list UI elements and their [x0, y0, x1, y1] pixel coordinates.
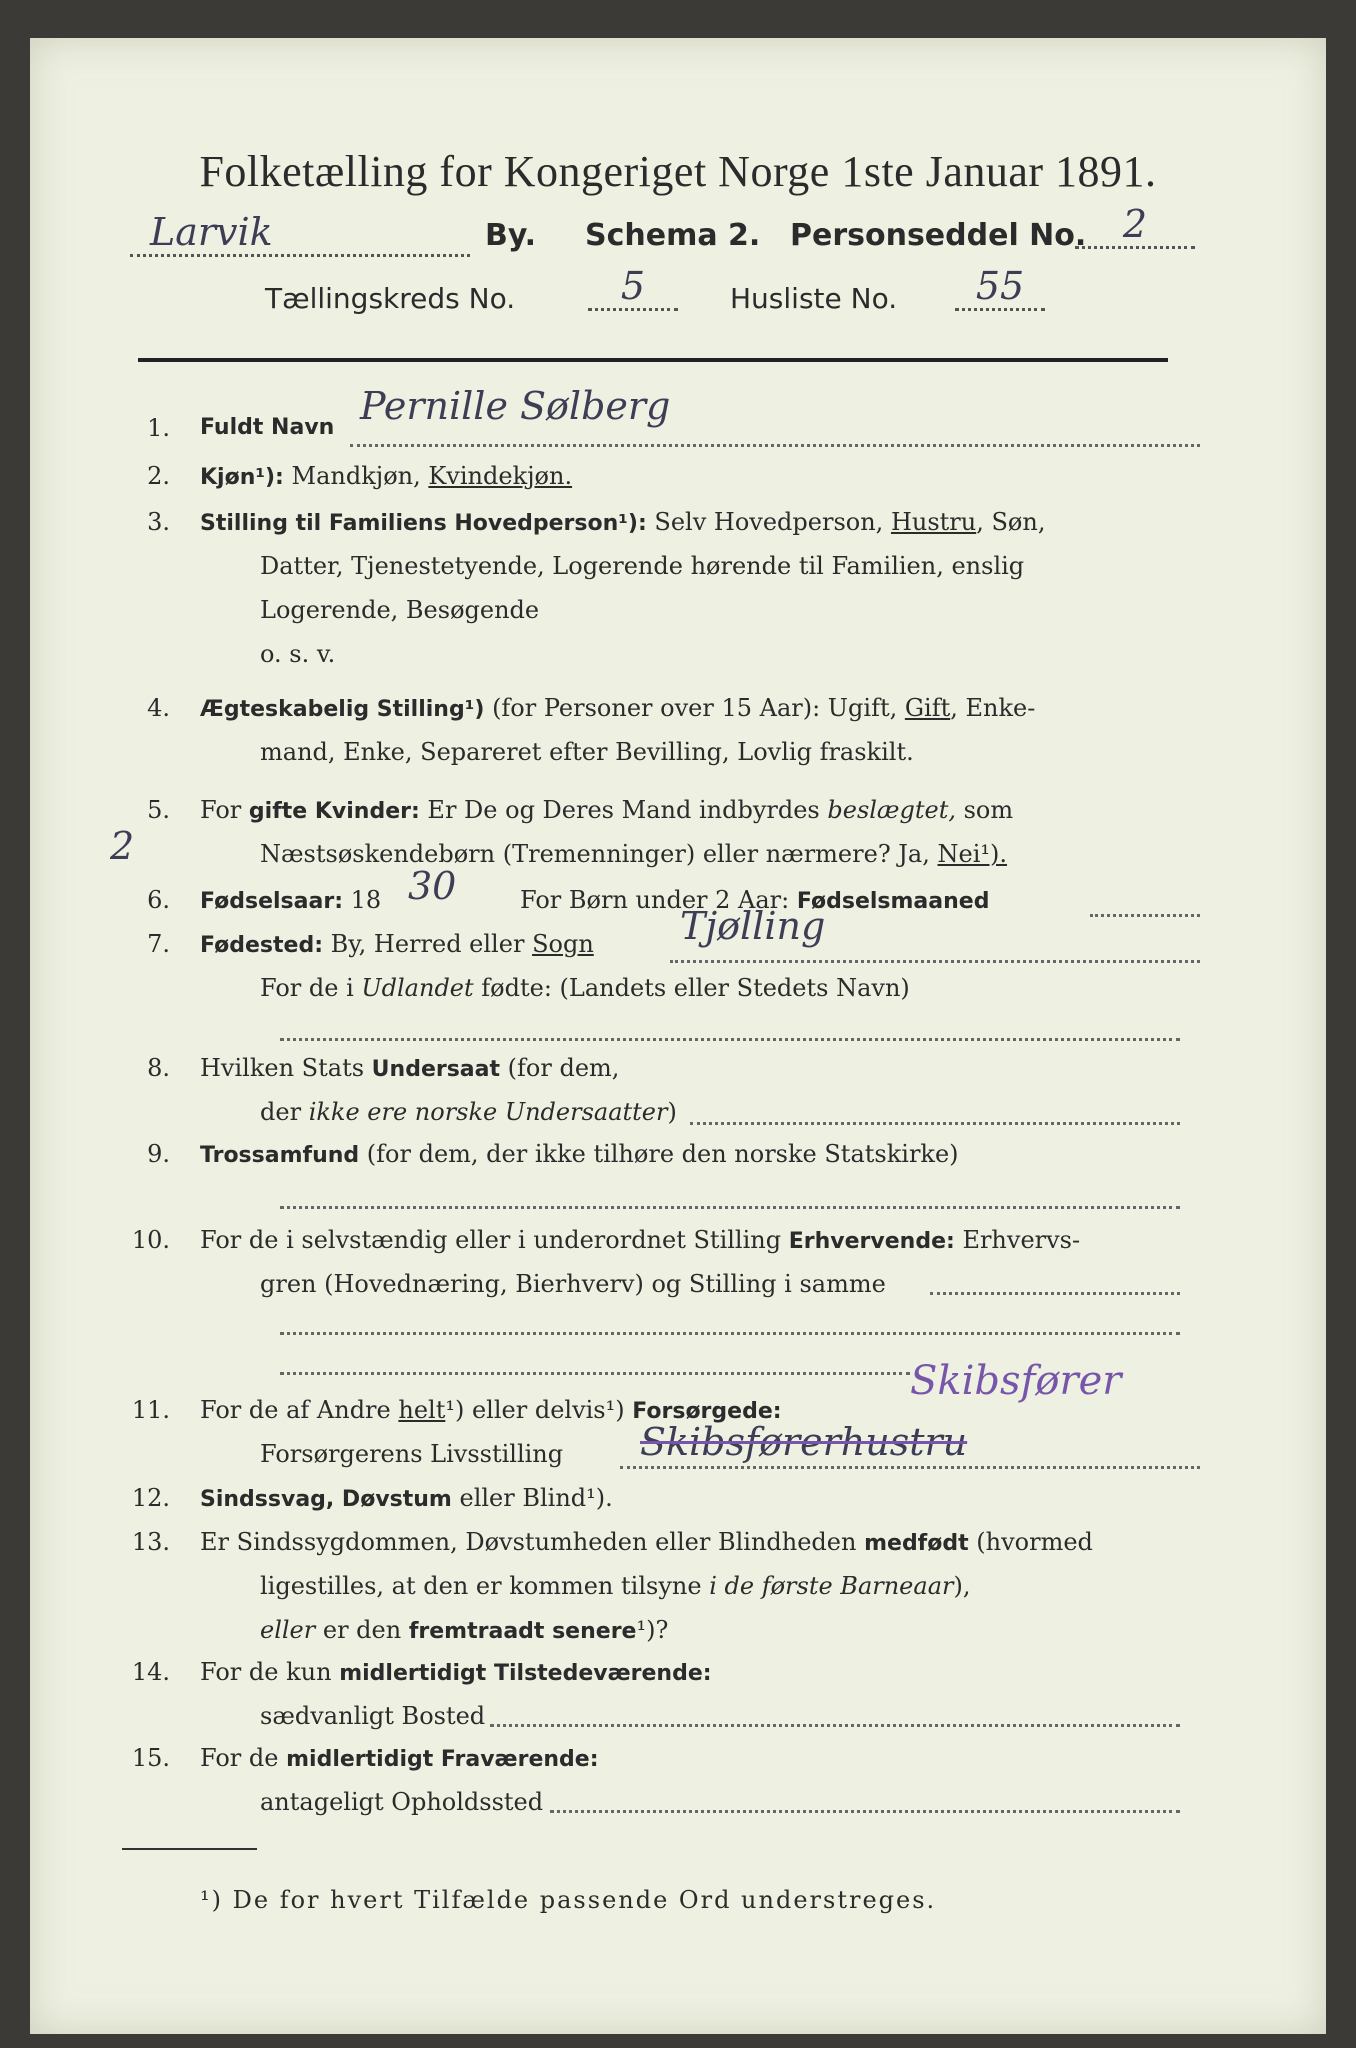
- footnote-rule: [122, 1848, 257, 1850]
- birth-month-line: [1090, 914, 1200, 917]
- form-title: Folketælling for Kongeriget Norge 1ste Januar 1891.: [199, 147, 1157, 196]
- occupation-line-1: [930, 1292, 1180, 1295]
- husliste-label: Husliste No.: [730, 282, 898, 315]
- name-line: [350, 444, 1200, 447]
- birthplace-line: [670, 960, 1200, 963]
- occupation-handwritten: Skibsfører: [910, 1358, 1122, 1404]
- religion-line: [280, 1206, 1180, 1209]
- husliste-number: 55: [955, 264, 1045, 311]
- header-rule: [138, 358, 1168, 362]
- personseddel-label: Personseddel No.: [790, 218, 1087, 253]
- occupation-line-2: [280, 1332, 1180, 1335]
- occupation-line-3: [280, 1372, 910, 1375]
- schema-label: Schema 2.: [585, 218, 761, 253]
- provider-handwritten: Skibsførerhustru: [640, 1420, 968, 1464]
- tellingskreds-number: 5: [588, 264, 678, 311]
- footnote: ¹) De for hvert Tilfælde passende Ord understreges.: [200, 1886, 937, 1914]
- personseddel-number: 2: [1075, 202, 1195, 249]
- provider-line: [620, 1466, 1200, 1469]
- tellingskreds-label: Tællingskreds No.: [265, 282, 516, 315]
- birthplace-handwritten: Tjølling: [680, 904, 826, 948]
- margin-mark-handwritten: 2: [110, 824, 135, 868]
- full-name-handwritten: Pernille Sølberg: [360, 384, 671, 428]
- abroad-line: [280, 1038, 1180, 1041]
- citizenship-line: [690, 1122, 1180, 1125]
- city-label: By.: [485, 218, 537, 253]
- city-name-handwritten: Larvik: [130, 210, 470, 257]
- whereabouts-line: [550, 1810, 1180, 1813]
- usual-residence-line: [490, 1724, 1180, 1727]
- census-form: Folketælling for Kongeriget Norge 1ste Januar 1891. Larvik By. Schema 2. Personseddel No. 2 Tællingskreds No. 5 Husliste No. 55 1. Fuldt Navn Pernille Sølberg 2. Kjøn¹): Mandkjøn, Kvindekjøn. 3. Stilling til Familiens Hovedperson¹): Selv Hovedperson, Hustru, Søn, Datter, Tjenestetyende, Logerende hørende til Familien, enslig Logerende, Besøgende o. s. v. 4. Ægteskabelig Stilling¹) (for Personer over 15 Aar): Ugift, Gift, Enke- mand, Enke, Separeret efter Bevilling, Lovlig fraskilt. 5. For gifte Kvinder: Er De og Deres Mand indbyrdes beslægtet, som Næstsøskendebørn (Tremenninger) eller nærmere? Ja, Nei¹). 2 6. Fødselsaar: 18 30 For Børn under 2 Aar: Fødselsmaaned 7. Fødested: By, Herred eller Sogn Tjølling For de i Udlandet fødte: (Landets eller Stedets Navn) 8. Hvilken Stats Undersaat (for dem, der ikke ere norske Undersaatter) 9. Trossamfund (for dem, der ikke tilhøre den norske Statskirke) 10. For de i selvstændig eller i underordnet Stilling Erhvervende: Erhvervs- gren (Hovednæring, Bierhverv) og Stilling i samme Skibsfører 11. For de af Andre helt¹) eller delvis¹) Forsørgede: Forsørgerens Livsstilling Skibsførerhustru 12. Sindssvag, Døvstum eller Blind¹). 13. Er Sindssygdommen, Døvstumheden eller Blindheden medfødt (hvormed ligestilles, at den er kommen tilsyne i de første Barneaar), eller er den fremtraadt senere¹)? 14. For de kun midlertidigt Tilstedeværende: sædvanligt Bosted 15. For de midlertidigt Fraværende: antageligt Opholdssted ¹) De for hvert Tilfælde passende Ord understreges.: [30, 38, 1326, 2034]
- birth-year-handwritten: 30: [408, 864, 457, 908]
